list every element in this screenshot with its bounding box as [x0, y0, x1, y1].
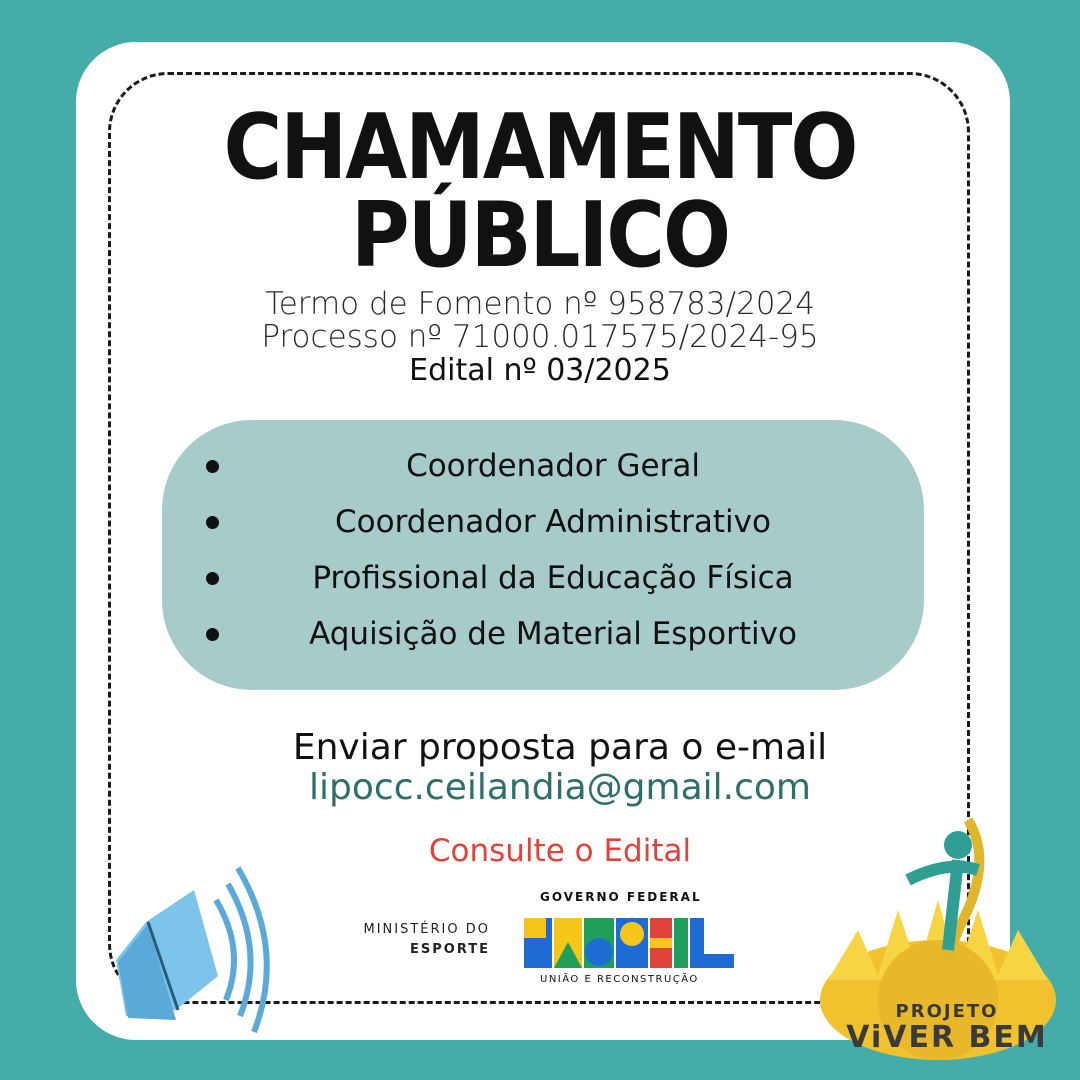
list-item-label: Coordenador Administrativo	[335, 504, 771, 540]
title-line-2: PÚBLICO	[350, 183, 730, 288]
gov-top-text: GOVERNO FEDERAL	[540, 890, 702, 904]
project-line-1: PROJETO	[895, 1001, 999, 1022]
bullet-icon	[206, 516, 219, 529]
edital-text: Edital nº 03/2025	[409, 353, 671, 388]
termo-text: Termo de Fomento nº 958783/2024	[265, 286, 815, 322]
list-item	[162, 614, 924, 654]
list-item-label: Aquisição de Material Esportivo	[309, 616, 797, 652]
list-item	[162, 502, 924, 542]
megaphone-icon	[86, 860, 296, 1040]
ministry-logo	[300, 920, 490, 960]
send-instruction: Enviar proposta para o e-mail	[292, 727, 828, 768]
consult-edital-link[interactable]: Consulte o Edital	[428, 833, 692, 869]
brasil-wordmark-icon	[522, 906, 742, 976]
ministry-line-2: ESPORTE	[410, 942, 490, 957]
list-item-label: Coordenador Geral	[406, 448, 700, 484]
project-line-2: ViVER BEM	[846, 1020, 1048, 1055]
government-logo	[522, 888, 742, 988]
title-line-1: CHAMAMENTO	[223, 95, 857, 200]
gov-bottom-text: UNIÃO E RECONSTRUÇÃO	[540, 974, 699, 985]
bullet-icon	[206, 628, 219, 641]
list-item	[162, 446, 924, 486]
processo-text: Processo nº 71000.017575/2024-95	[261, 319, 819, 355]
bullet-icon	[206, 572, 219, 585]
email-link[interactable]: lipocc.ceilandia@gmail.com	[309, 767, 811, 808]
list-item	[162, 558, 924, 598]
list-item-label: Profissional da Educação Física	[312, 560, 794, 596]
ministry-line-1: MINISTÉRIO DO	[363, 922, 490, 937]
bullet-icon	[206, 460, 219, 473]
